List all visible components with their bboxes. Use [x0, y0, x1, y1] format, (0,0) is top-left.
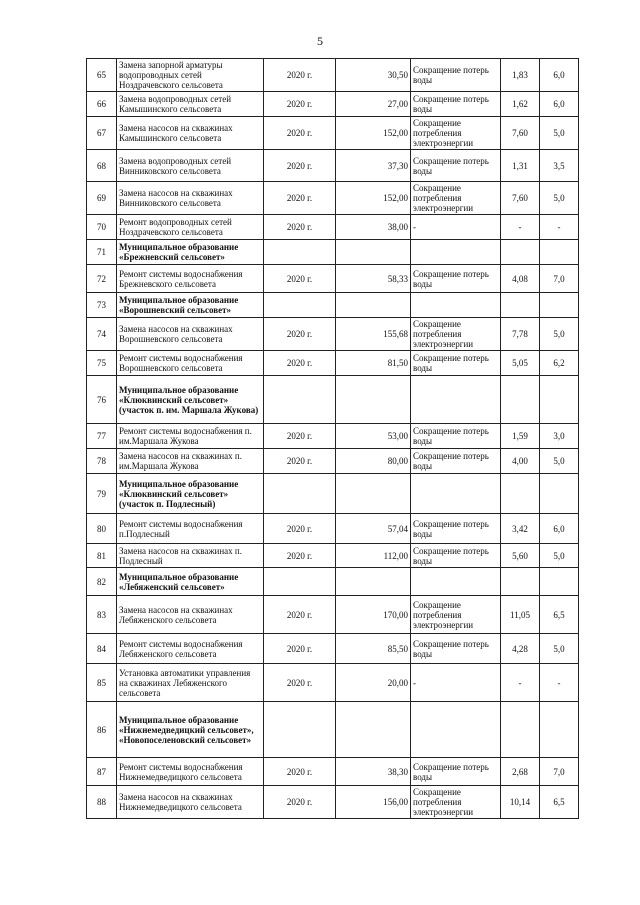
measure-name: Замена насосов на скважинах Винниковского сельсовета	[117, 182, 264, 215]
table-row	[87, 596, 579, 634]
measures-table	[86, 58, 579, 819]
row-number: 66	[87, 92, 117, 117]
table-row	[87, 182, 579, 215]
value-2-cell: 7,0	[540, 758, 579, 786]
cost-cell: 20,00	[336, 664, 411, 702]
row-number: 72	[87, 265, 117, 293]
value-1-cell: 4,00	[501, 449, 540, 474]
value-2-cell: -	[540, 215, 579, 240]
year-cell: 2020 г.	[264, 150, 336, 182]
row-number: 78	[87, 449, 117, 474]
effect-cell: Сокращение потребления электроэнергии	[411, 117, 501, 150]
table-row	[87, 293, 579, 318]
table-row	[87, 240, 579, 265]
row-number: 87	[87, 758, 117, 786]
cost-cell: 152,00	[336, 117, 411, 150]
value-1-cell: 3,42	[501, 514, 540, 544]
effect-cell: Сокращение потребления электроэнергии	[411, 786, 501, 819]
cost-cell	[336, 568, 411, 596]
row-number: 84	[87, 634, 117, 664]
row-number: 75	[87, 351, 117, 376]
table-row	[87, 568, 579, 596]
table-row	[87, 59, 579, 92]
effect-cell	[411, 568, 501, 596]
cost-cell: 156,00	[336, 786, 411, 819]
cost-cell: 57,04	[336, 514, 411, 544]
effect-cell: Сокращение потерь воды	[411, 424, 501, 449]
value-2-cell: 5,0	[540, 318, 579, 351]
year-cell: 2020 г.	[264, 544, 336, 568]
year-cell: 2020 г.	[264, 351, 336, 376]
measure-name: Замена запорной арматуры водопроводных сетей Ноздрачевского сельсовета	[117, 59, 264, 92]
value-1-cell: 2,68	[501, 758, 540, 786]
row-number: 79	[87, 474, 117, 514]
row-number: 67	[87, 117, 117, 150]
effect-cell: -	[411, 664, 501, 702]
value-2-cell: 5,0	[540, 449, 579, 474]
measure-name: Замена насосов на скважинах п. Подлесный	[117, 544, 264, 568]
measure-name: Муниципальное образование «Нижнемедведицкий сельсовет», «Новопоселеновский сельсовет»	[117, 702, 264, 758]
measure-name: Замена насосов на скважинах Ворошневского сельсовета	[117, 318, 264, 351]
measure-name: Замена насосов на скважинах Лебяженского сельсовета	[117, 596, 264, 634]
effect-cell: Сокращение потребления электроэнергии	[411, 182, 501, 215]
cost-cell: 85,50	[336, 634, 411, 664]
row-number: 86	[87, 702, 117, 758]
row-number: 82	[87, 568, 117, 596]
cost-cell: 81,50	[336, 351, 411, 376]
effect-cell: Сокращение потерь воды	[411, 634, 501, 664]
year-cell	[264, 293, 336, 318]
year-cell: 2020 г.	[264, 182, 336, 215]
value-2-cell: 6,0	[540, 514, 579, 544]
table-row	[87, 424, 579, 449]
year-cell: 2020 г.	[264, 664, 336, 702]
row-number: 74	[87, 318, 117, 351]
table-row	[87, 702, 579, 758]
value-2-cell	[540, 702, 579, 758]
row-number: 69	[87, 182, 117, 215]
measure-name: Ремонт системы водоснабжения Лебяженского сельсовета	[117, 634, 264, 664]
effect-cell	[411, 702, 501, 758]
cost-cell: 38,30	[336, 758, 411, 786]
year-cell: 2020 г.	[264, 92, 336, 117]
year-cell	[264, 474, 336, 514]
row-number: 88	[87, 786, 117, 819]
measure-name: Ремонт системы водоснабжения Ворошневского сельсовета	[117, 351, 264, 376]
cost-cell	[336, 702, 411, 758]
year-cell: 2020 г.	[264, 514, 336, 544]
value-2-cell: -	[540, 664, 579, 702]
value-1-cell: 4,28	[501, 634, 540, 664]
effect-cell: Сокращение потерь воды	[411, 92, 501, 117]
row-number: 71	[87, 240, 117, 265]
cost-cell	[336, 376, 411, 424]
measure-name: Ремонт системы водоснабжения Нижнемедведицкого сельсовета	[117, 758, 264, 786]
row-number: 81	[87, 544, 117, 568]
value-2-cell: 5,0	[540, 117, 579, 150]
measure-name: Замена водопроводных сетей Винниковского сельсовета	[117, 150, 264, 182]
value-1-cell: 7,60	[501, 182, 540, 215]
value-2-cell	[540, 240, 579, 265]
cost-cell	[336, 293, 411, 318]
table-row	[87, 318, 579, 351]
value-1-cell: 11,05	[501, 596, 540, 634]
value-1-cell: 1,31	[501, 150, 540, 182]
effect-cell: Сокращение потерь воды	[411, 59, 501, 92]
value-1-cell: 7,60	[501, 117, 540, 150]
table-row	[87, 351, 579, 376]
cost-cell: 80,00	[336, 449, 411, 474]
value-1-cell: 1,62	[501, 92, 540, 117]
value-1-cell: 5,05	[501, 351, 540, 376]
value-2-cell: 3,0	[540, 424, 579, 449]
measure-name: Муниципальное образование «Клюквинский сельсовет» (участок п. Подлесный)	[117, 474, 264, 514]
year-cell: 2020 г.	[264, 265, 336, 293]
year-cell: 2020 г.	[264, 318, 336, 351]
value-2-cell	[540, 293, 579, 318]
measure-name: Замена насосов на скважинах Камышинского сельсовета	[117, 117, 264, 150]
value-2-cell: 6,5	[540, 786, 579, 819]
value-2-cell: 5,0	[540, 182, 579, 215]
table-row	[87, 92, 579, 117]
value-1-cell	[501, 568, 540, 596]
value-2-cell: 7,0	[540, 265, 579, 293]
year-cell: 2020 г.	[264, 786, 336, 819]
row-number: 65	[87, 59, 117, 92]
value-1-cell: 4,08	[501, 265, 540, 293]
value-2-cell: 6,0	[540, 59, 579, 92]
value-1-cell: -	[501, 664, 540, 702]
measure-name: Замена насосов на скважинах п. им.Маршала Жукова	[117, 449, 264, 474]
effect-cell	[411, 474, 501, 514]
value-2-cell: 6,0	[540, 92, 579, 117]
row-number: 77	[87, 424, 117, 449]
year-cell	[264, 376, 336, 424]
effect-cell: -	[411, 215, 501, 240]
effect-cell	[411, 293, 501, 318]
measure-name: Ремонт системы водоснабжения п. им.Маршала Жукова	[117, 424, 264, 449]
table-row	[87, 117, 579, 150]
measure-name: Муниципальное образование «Брежневский сельсовет»	[117, 240, 264, 265]
value-1-cell	[501, 474, 540, 514]
year-cell: 2020 г.	[264, 596, 336, 634]
year-cell: 2020 г.	[264, 449, 336, 474]
cost-cell: 155,68	[336, 318, 411, 351]
row-number: 68	[87, 150, 117, 182]
value-2-cell: 5,0	[540, 634, 579, 664]
year-cell: 2020 г.	[264, 59, 336, 92]
measure-name: Ремонт водопроводных сетей Ноздрачевского сельсовета	[117, 215, 264, 240]
value-2-cell: 5,0	[540, 544, 579, 568]
cost-cell	[336, 240, 411, 265]
measure-name: Замена водопроводных сетей Камышинского сельсовета	[117, 92, 264, 117]
value-2-cell: 6,2	[540, 351, 579, 376]
effect-cell: Сокращение потерь воды	[411, 265, 501, 293]
table-row	[87, 376, 579, 424]
measure-name: Установка автоматики управления на скважинах Лебяженского сельсовета	[117, 664, 264, 702]
effect-cell: Сокращение потребления электроэнергии	[411, 318, 501, 351]
table-row	[87, 265, 579, 293]
table-row	[87, 514, 579, 544]
effect-cell: Сокращение потерь воды	[411, 351, 501, 376]
effect-cell: Сокращение потерь воды	[411, 544, 501, 568]
table-row	[87, 449, 579, 474]
row-number: 85	[87, 664, 117, 702]
measure-name: Муниципальное образование «Клюквинский сельсовет» (участок п. им. Маршала Жукова)	[117, 376, 264, 424]
value-1-cell: 7,78	[501, 318, 540, 351]
row-number: 73	[87, 293, 117, 318]
row-number: 70	[87, 215, 117, 240]
row-number: 76	[87, 376, 117, 424]
cost-cell: 38,00	[336, 215, 411, 240]
year-cell: 2020 г.	[264, 215, 336, 240]
cost-cell: 30,50	[336, 59, 411, 92]
value-1-cell: 5,60	[501, 544, 540, 568]
cost-cell: 37,30	[336, 150, 411, 182]
row-number: 80	[87, 514, 117, 544]
effect-cell: Сокращение потерь воды	[411, 514, 501, 544]
value-2-cell: 6,5	[540, 596, 579, 634]
table-row	[87, 786, 579, 819]
table-row	[87, 544, 579, 568]
measure-name: Ремонт системы водоснабжения п.Подлесный	[117, 514, 264, 544]
cost-cell: 58,33	[336, 265, 411, 293]
table-row	[87, 664, 579, 702]
table-row	[87, 474, 579, 514]
table-row	[87, 758, 579, 786]
cost-cell: 152,00	[336, 182, 411, 215]
measure-name: Замена насосов на скважинах Нижнемедведицкого сельсовета	[117, 786, 264, 819]
value-1-cell	[501, 293, 540, 318]
value-2-cell	[540, 474, 579, 514]
cost-cell	[336, 474, 411, 514]
year-cell	[264, 702, 336, 758]
year-cell: 2020 г.	[264, 758, 336, 786]
row-number: 83	[87, 596, 117, 634]
effect-cell: Сокращение потерь воды	[411, 758, 501, 786]
value-1-cell: -	[501, 215, 540, 240]
value-1-cell	[501, 240, 540, 265]
cost-cell: 27,00	[336, 92, 411, 117]
effect-cell: Сокращение потребления электроэнергии	[411, 596, 501, 634]
cost-cell: 170,00	[336, 596, 411, 634]
value-1-cell	[501, 702, 540, 758]
page-number: 5	[317, 34, 323, 48]
effect-cell	[411, 240, 501, 265]
table-row	[87, 150, 579, 182]
measure-name: Муниципальное образование «Ворошневский сельсовет»	[117, 293, 264, 318]
value-1-cell: 1,83	[501, 59, 540, 92]
value-1-cell: 10,14	[501, 786, 540, 819]
cost-cell: 112,00	[336, 544, 411, 568]
value-2-cell	[540, 568, 579, 596]
measure-name: Ремонт системы водоснабжения Брежневского сельсовета	[117, 265, 264, 293]
measure-name: Муниципальное образование «Лебяженский сельсовет»	[117, 568, 264, 596]
value-1-cell	[501, 376, 540, 424]
cost-cell: 53,00	[336, 424, 411, 449]
year-cell	[264, 568, 336, 596]
table-row	[87, 215, 579, 240]
year-cell: 2020 г.	[264, 634, 336, 664]
effect-cell	[411, 376, 501, 424]
effect-cell: Сокращение потерь воды	[411, 150, 501, 182]
effect-cell: Сокращение потерь воды	[411, 449, 501, 474]
year-cell: 2020 г.	[264, 424, 336, 449]
value-2-cell	[540, 376, 579, 424]
year-cell	[264, 240, 336, 265]
year-cell: 2020 г.	[264, 117, 336, 150]
table-row	[87, 634, 579, 664]
value-1-cell: 1,59	[501, 424, 540, 449]
value-2-cell: 3,5	[540, 150, 579, 182]
